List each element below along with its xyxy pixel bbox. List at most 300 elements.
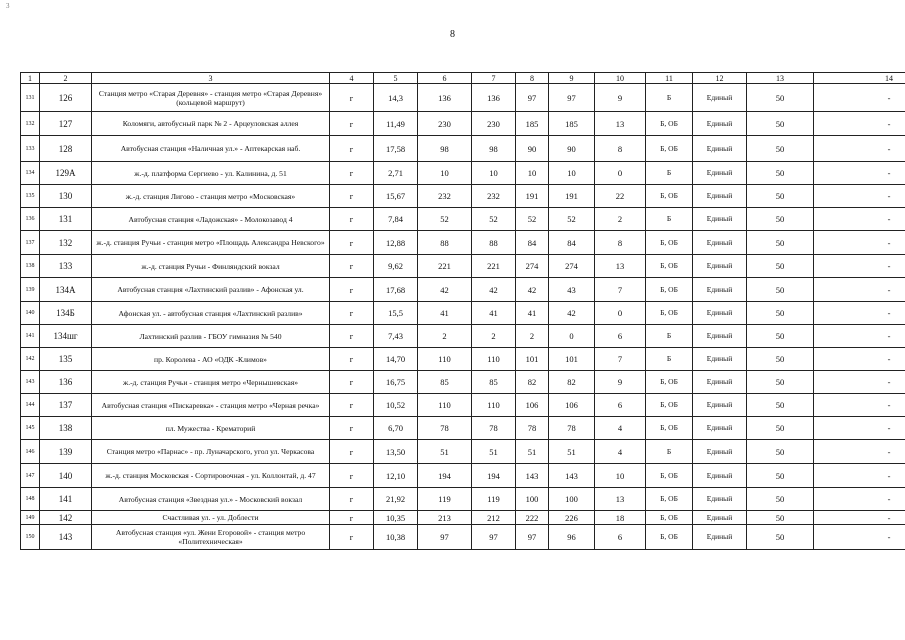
route-type: г bbox=[330, 488, 374, 511]
tariff-type: Единый bbox=[693, 325, 747, 348]
value-col-14: - bbox=[814, 231, 905, 255]
value-col-13: 50 bbox=[747, 112, 814, 136]
row-number: 144 bbox=[21, 394, 40, 417]
value-col-10: 10 bbox=[595, 464, 646, 488]
route-number: 126 bbox=[40, 84, 92, 112]
value-col-6: 42 bbox=[418, 278, 472, 302]
value-col-8: 51 bbox=[516, 440, 549, 464]
value-col-10: 4 bbox=[595, 440, 646, 464]
value-col-14: - bbox=[814, 511, 905, 525]
table-row bbox=[21, 185, 905, 208]
route-number: 127 bbox=[40, 112, 92, 136]
table-row bbox=[21, 325, 905, 348]
route-description: Станция метро «Парнас» - пр. Луначарского, угол ул. Черкасова bbox=[92, 440, 330, 464]
table-row bbox=[21, 417, 905, 440]
value-col-6: 10 bbox=[418, 162, 472, 185]
value-col-13: 50 bbox=[747, 136, 814, 162]
value-col-14: - bbox=[814, 325, 905, 348]
route-description: Автобусная станция «Ладожская» - Молокозавод 4 bbox=[92, 208, 330, 231]
route-number: 132 bbox=[40, 231, 92, 255]
tariff-type: Единый bbox=[693, 440, 747, 464]
value-col-8: 101 bbox=[516, 348, 549, 371]
table-row bbox=[21, 208, 905, 231]
value-col-13: 50 bbox=[747, 208, 814, 231]
value-col-7: 42 bbox=[472, 278, 516, 302]
value-col-10: 8 bbox=[595, 136, 646, 162]
column-header: 5 bbox=[374, 73, 418, 84]
value-col-7: 10 bbox=[472, 162, 516, 185]
corner-mark: 3 bbox=[6, 2, 10, 10]
value-col-6: 97 bbox=[418, 525, 472, 550]
table-body bbox=[21, 73, 905, 550]
route-length: 13,50 bbox=[374, 440, 418, 464]
table-row bbox=[21, 394, 905, 417]
value-col-13: 50 bbox=[747, 511, 814, 525]
value-col-9: 42 bbox=[549, 302, 595, 325]
value-col-10: 13 bbox=[595, 112, 646, 136]
route-number: 128 bbox=[40, 136, 92, 162]
route-length: 7,84 bbox=[374, 208, 418, 231]
value-col-7: 88 bbox=[472, 231, 516, 255]
value-col-7: 52 bbox=[472, 208, 516, 231]
route-length: 9,62 bbox=[374, 255, 418, 278]
table-row bbox=[21, 511, 905, 525]
value-col-14: - bbox=[814, 525, 905, 550]
value-col-14: - bbox=[814, 302, 905, 325]
tariff-type: Единый bbox=[693, 231, 747, 255]
value-col-13: 50 bbox=[747, 488, 814, 511]
value-col-9: 82 bbox=[549, 371, 595, 394]
value-col-8: 42 bbox=[516, 278, 549, 302]
value-col-8: 274 bbox=[516, 255, 549, 278]
value-col-8: 143 bbox=[516, 464, 549, 488]
route-description: ж.-д. станция Ручьи - Финляндский вокзал bbox=[92, 255, 330, 278]
route-type: г bbox=[330, 464, 374, 488]
row-number: 131 bbox=[21, 84, 40, 112]
table-row bbox=[21, 84, 905, 112]
route-length: 14,70 bbox=[374, 348, 418, 371]
value-col-9: 100 bbox=[549, 488, 595, 511]
route-number: 143 bbox=[40, 525, 92, 550]
value-col-7: 232 bbox=[472, 185, 516, 208]
tariff-type: Единый bbox=[693, 302, 747, 325]
value-col-8: 185 bbox=[516, 112, 549, 136]
column-header: 11 bbox=[646, 73, 693, 84]
route-description: Автобусная станция «ул. Жени Егоровой» - станция метро «Политехническая» bbox=[92, 525, 330, 550]
row-number: 134 bbox=[21, 162, 40, 185]
column-header: 9 bbox=[549, 73, 595, 84]
route-type: г bbox=[330, 84, 374, 112]
route-length: 15,5 bbox=[374, 302, 418, 325]
route-length: 11,49 bbox=[374, 112, 418, 136]
value-col-8: 100 bbox=[516, 488, 549, 511]
route-number: 129А bbox=[40, 162, 92, 185]
value-col-10: 9 bbox=[595, 84, 646, 112]
value-col-14: - bbox=[814, 112, 905, 136]
vehicle-class: Б, ОБ bbox=[646, 525, 693, 550]
route-type: г bbox=[330, 325, 374, 348]
route-type: г bbox=[330, 417, 374, 440]
route-description: ж.-д. станция Лигово - станция метро «Московская» bbox=[92, 185, 330, 208]
value-col-13: 50 bbox=[747, 394, 814, 417]
value-col-6: 230 bbox=[418, 112, 472, 136]
value-col-13: 50 bbox=[747, 84, 814, 112]
value-col-9: 78 bbox=[549, 417, 595, 440]
tariff-type: Единый bbox=[693, 162, 747, 185]
vehicle-class: Б, ОБ bbox=[646, 278, 693, 302]
value-col-6: 110 bbox=[418, 394, 472, 417]
table-row bbox=[21, 278, 905, 302]
value-col-9: 10 bbox=[549, 162, 595, 185]
tariff-type: Единый bbox=[693, 112, 747, 136]
value-col-6: 88 bbox=[418, 231, 472, 255]
value-col-6: 119 bbox=[418, 488, 472, 511]
value-col-13: 50 bbox=[747, 371, 814, 394]
table-row bbox=[21, 136, 905, 162]
value-col-13: 50 bbox=[747, 231, 814, 255]
value-col-10: 6 bbox=[595, 525, 646, 550]
route-type: г bbox=[330, 348, 374, 371]
row-number: 146 bbox=[21, 440, 40, 464]
value-col-9: 96 bbox=[549, 525, 595, 550]
route-description: Автобусная станция «Наличная ул.» - Аптекарская наб. bbox=[92, 136, 330, 162]
route-type: г bbox=[330, 278, 374, 302]
route-number: 142 bbox=[40, 511, 92, 525]
route-number: 133 bbox=[40, 255, 92, 278]
route-description: Автобусная станция «Звездная ул.» - Московский вокзал bbox=[92, 488, 330, 511]
tariff-type: Единый bbox=[693, 417, 747, 440]
value-col-6: 51 bbox=[418, 440, 472, 464]
value-col-6: 98 bbox=[418, 136, 472, 162]
table-row bbox=[21, 112, 905, 136]
value-col-10: 9 bbox=[595, 371, 646, 394]
row-number: 141 bbox=[21, 325, 40, 348]
value-col-7: 110 bbox=[472, 348, 516, 371]
vehicle-class: Б, ОБ bbox=[646, 511, 693, 525]
tariff-type: Единый bbox=[693, 394, 747, 417]
row-number: 143 bbox=[21, 371, 40, 394]
tariff-type: Единый bbox=[693, 464, 747, 488]
route-description: ж.-д. станция Ручьи - станция метро «Чернышевская» bbox=[92, 371, 330, 394]
tariff-type: Единый bbox=[693, 371, 747, 394]
value-col-14: - bbox=[814, 488, 905, 511]
row-number: 133 bbox=[21, 136, 40, 162]
value-col-14: - bbox=[814, 84, 905, 112]
value-col-6: 213 bbox=[418, 511, 472, 525]
page-number: 8 bbox=[450, 29, 455, 40]
value-col-6: 78 bbox=[418, 417, 472, 440]
tariff-type: Единый bbox=[693, 84, 747, 112]
row-number: 149 bbox=[21, 511, 40, 525]
route-length: 12,10 bbox=[374, 464, 418, 488]
table-row bbox=[21, 348, 905, 371]
route-number: 134Б bbox=[40, 302, 92, 325]
value-col-14: - bbox=[814, 255, 905, 278]
route-type: г bbox=[330, 208, 374, 231]
route-description: Автобусная станция «Лахтинский разлив» - Афонская ул. bbox=[92, 278, 330, 302]
value-col-10: 0 bbox=[595, 302, 646, 325]
route-description: Лахтинский разлив - ГБОУ гимназия № 540 bbox=[92, 325, 330, 348]
route-length: 10,35 bbox=[374, 511, 418, 525]
route-length: 17,68 bbox=[374, 278, 418, 302]
vehicle-class: Б bbox=[646, 84, 693, 112]
value-col-9: 143 bbox=[549, 464, 595, 488]
route-number: 140 bbox=[40, 464, 92, 488]
route-number: 135 bbox=[40, 348, 92, 371]
route-type: г bbox=[330, 185, 374, 208]
route-description: ж.-д. станция Ручьи - станция метро «Площадь Александра Невского» bbox=[92, 231, 330, 255]
value-col-6: 41 bbox=[418, 302, 472, 325]
vehicle-class: Б bbox=[646, 208, 693, 231]
route-type: г bbox=[330, 112, 374, 136]
value-col-8: 10 bbox=[516, 162, 549, 185]
tariff-type: Единый bbox=[693, 278, 747, 302]
row-number: 148 bbox=[21, 488, 40, 511]
value-col-9: 274 bbox=[549, 255, 595, 278]
route-type: г bbox=[330, 136, 374, 162]
table-row bbox=[21, 488, 905, 511]
value-col-14: - bbox=[814, 440, 905, 464]
vehicle-class: Б, ОБ bbox=[646, 112, 693, 136]
route-number: 130 bbox=[40, 185, 92, 208]
route-description: пр. Королева - АО «ОДК -Климов» bbox=[92, 348, 330, 371]
vehicle-class: Б bbox=[646, 440, 693, 464]
row-number: 136 bbox=[21, 208, 40, 231]
value-col-14: - bbox=[814, 348, 905, 371]
route-number: 134шг bbox=[40, 325, 92, 348]
route-number: 138 bbox=[40, 417, 92, 440]
value-col-8: 97 bbox=[516, 525, 549, 550]
route-number: 141 bbox=[40, 488, 92, 511]
vehicle-class: Б, ОБ bbox=[646, 231, 693, 255]
value-col-10: 18 bbox=[595, 511, 646, 525]
vehicle-class: Б, ОБ bbox=[646, 136, 693, 162]
table-row bbox=[21, 231, 905, 255]
value-col-7: 78 bbox=[472, 417, 516, 440]
value-col-9: 185 bbox=[549, 112, 595, 136]
value-col-6: 232 bbox=[418, 185, 472, 208]
value-col-13: 50 bbox=[747, 348, 814, 371]
value-col-10: 7 bbox=[595, 278, 646, 302]
vehicle-class: Б, ОБ bbox=[646, 302, 693, 325]
value-col-9: 84 bbox=[549, 231, 595, 255]
row-number: 139 bbox=[21, 278, 40, 302]
value-col-7: 221 bbox=[472, 255, 516, 278]
vehicle-class: Б bbox=[646, 325, 693, 348]
value-col-6: 194 bbox=[418, 464, 472, 488]
value-col-9: 43 bbox=[549, 278, 595, 302]
value-col-10: 22 bbox=[595, 185, 646, 208]
vehicle-class: Б, ОБ bbox=[646, 417, 693, 440]
value-col-14: - bbox=[814, 464, 905, 488]
row-number: 142 bbox=[21, 348, 40, 371]
table-row bbox=[21, 525, 905, 550]
value-col-7: 194 bbox=[472, 464, 516, 488]
row-number: 132 bbox=[21, 112, 40, 136]
route-description: ж.-д. платформа Сергиево - ул. Калинина, д. 51 bbox=[92, 162, 330, 185]
value-col-8: 84 bbox=[516, 231, 549, 255]
row-number: 135 bbox=[21, 185, 40, 208]
value-col-14: - bbox=[814, 394, 905, 417]
route-type: г bbox=[330, 440, 374, 464]
vehicle-class: Б, ОБ bbox=[646, 255, 693, 278]
route-number: 136 bbox=[40, 371, 92, 394]
tariff-type: Единый bbox=[693, 208, 747, 231]
value-col-14: - bbox=[814, 371, 905, 394]
column-header: 6 bbox=[418, 73, 472, 84]
route-description: ж.-д. станция Московская - Сортировочная - ул. Коллонтай, д. 47 bbox=[92, 464, 330, 488]
value-col-10: 13 bbox=[595, 488, 646, 511]
value-col-7: 85 bbox=[472, 371, 516, 394]
value-col-6: 85 bbox=[418, 371, 472, 394]
tariff-type: Единый bbox=[693, 136, 747, 162]
route-description: Счастливая ул. - ул. Доблести bbox=[92, 511, 330, 525]
row-number: 138 bbox=[21, 255, 40, 278]
routes-table bbox=[20, 72, 905, 550]
vehicle-class: Б bbox=[646, 162, 693, 185]
value-col-13: 50 bbox=[747, 302, 814, 325]
value-col-7: 98 bbox=[472, 136, 516, 162]
table-row bbox=[21, 464, 905, 488]
value-col-9: 97 bbox=[549, 84, 595, 112]
table-row bbox=[21, 440, 905, 464]
value-col-9: 52 bbox=[549, 208, 595, 231]
value-col-9: 106 bbox=[549, 394, 595, 417]
route-type: г bbox=[330, 525, 374, 550]
value-col-14: - bbox=[814, 208, 905, 231]
route-length: 6,70 bbox=[374, 417, 418, 440]
vehicle-class: Б, ОБ bbox=[646, 394, 693, 417]
value-col-14: - bbox=[814, 278, 905, 302]
value-col-6: 52 bbox=[418, 208, 472, 231]
value-col-7: 230 bbox=[472, 112, 516, 136]
column-header: 4 bbox=[330, 73, 374, 84]
row-number: 147 bbox=[21, 464, 40, 488]
value-col-8: 90 bbox=[516, 136, 549, 162]
value-col-13: 50 bbox=[747, 464, 814, 488]
row-number: 140 bbox=[21, 302, 40, 325]
value-col-10: 0 bbox=[595, 162, 646, 185]
route-type: г bbox=[330, 511, 374, 525]
value-col-8: 78 bbox=[516, 417, 549, 440]
route-type: г bbox=[330, 371, 374, 394]
value-col-9: 51 bbox=[549, 440, 595, 464]
vehicle-class: Б, ОБ bbox=[646, 464, 693, 488]
vehicle-class: Б bbox=[646, 348, 693, 371]
route-description: Афонская ул. - автобусная станция «Лахтинский разлив» bbox=[92, 302, 330, 325]
route-number: 131 bbox=[40, 208, 92, 231]
column-header: 1 bbox=[21, 73, 40, 84]
value-col-7: 2 bbox=[472, 325, 516, 348]
value-col-8: 191 bbox=[516, 185, 549, 208]
column-header: 13 bbox=[747, 73, 814, 84]
route-type: г bbox=[330, 302, 374, 325]
route-type: г bbox=[330, 231, 374, 255]
value-col-6: 2 bbox=[418, 325, 472, 348]
value-col-10: 6 bbox=[595, 325, 646, 348]
value-col-14: - bbox=[814, 162, 905, 185]
route-length: 10,38 bbox=[374, 525, 418, 550]
route-description: Коломяги, автобусный парк № 2 - Арцеуловская аллея bbox=[92, 112, 330, 136]
route-length: 7,43 bbox=[374, 325, 418, 348]
value-col-7: 110 bbox=[472, 394, 516, 417]
column-header: 3 bbox=[92, 73, 330, 84]
route-number: 137 bbox=[40, 394, 92, 417]
value-col-8: 222 bbox=[516, 511, 549, 525]
route-length: 10,52 bbox=[374, 394, 418, 417]
tariff-type: Единый bbox=[693, 488, 747, 511]
column-header: 10 bbox=[595, 73, 646, 84]
column-header: 2 bbox=[40, 73, 92, 84]
row-number: 150 bbox=[21, 525, 40, 550]
value-col-8: 106 bbox=[516, 394, 549, 417]
vehicle-class: Б, ОБ bbox=[646, 185, 693, 208]
value-col-9: 0 bbox=[549, 325, 595, 348]
route-length: 16,75 bbox=[374, 371, 418, 394]
route-type: г bbox=[330, 394, 374, 417]
value-col-10: 7 bbox=[595, 348, 646, 371]
value-col-13: 50 bbox=[747, 325, 814, 348]
value-col-6: 110 bbox=[418, 348, 472, 371]
value-col-9: 101 bbox=[549, 348, 595, 371]
table-row bbox=[21, 255, 905, 278]
route-length: 14,3 bbox=[374, 84, 418, 112]
column-header: 7 bbox=[472, 73, 516, 84]
tariff-type: Единый bbox=[693, 525, 747, 550]
value-col-7: 51 bbox=[472, 440, 516, 464]
value-col-14: - bbox=[814, 185, 905, 208]
route-number: 134А bbox=[40, 278, 92, 302]
tariff-type: Единый bbox=[693, 185, 747, 208]
row-number: 145 bbox=[21, 417, 40, 440]
value-col-10: 2 bbox=[595, 208, 646, 231]
value-col-8: 41 bbox=[516, 302, 549, 325]
route-length: 12,88 bbox=[374, 231, 418, 255]
value-col-13: 50 bbox=[747, 162, 814, 185]
value-col-10: 4 bbox=[595, 417, 646, 440]
value-col-6: 221 bbox=[418, 255, 472, 278]
value-col-9: 191 bbox=[549, 185, 595, 208]
row-number: 137 bbox=[21, 231, 40, 255]
column-header: 14 bbox=[814, 73, 905, 84]
route-length: 2,71 bbox=[374, 162, 418, 185]
value-col-14: - bbox=[814, 417, 905, 440]
value-col-7: 97 bbox=[472, 525, 516, 550]
vehicle-class: Б, ОБ bbox=[646, 371, 693, 394]
value-col-13: 50 bbox=[747, 185, 814, 208]
value-col-13: 50 bbox=[747, 417, 814, 440]
column-header: 12 bbox=[693, 73, 747, 84]
route-length: 17,58 bbox=[374, 136, 418, 162]
route-type: г bbox=[330, 255, 374, 278]
value-col-8: 82 bbox=[516, 371, 549, 394]
value-col-8: 97 bbox=[516, 84, 549, 112]
tariff-type: Единый bbox=[693, 255, 747, 278]
value-col-10: 13 bbox=[595, 255, 646, 278]
value-col-7: 119 bbox=[472, 488, 516, 511]
table-row bbox=[21, 302, 905, 325]
value-col-13: 50 bbox=[747, 525, 814, 550]
value-col-13: 50 bbox=[747, 440, 814, 464]
value-col-8: 52 bbox=[516, 208, 549, 231]
route-number: 139 bbox=[40, 440, 92, 464]
route-length: 15,67 bbox=[374, 185, 418, 208]
value-col-8: 2 bbox=[516, 325, 549, 348]
value-col-13: 50 bbox=[747, 255, 814, 278]
value-col-7: 41 bbox=[472, 302, 516, 325]
route-type: г bbox=[330, 162, 374, 185]
value-col-7: 136 bbox=[472, 84, 516, 112]
